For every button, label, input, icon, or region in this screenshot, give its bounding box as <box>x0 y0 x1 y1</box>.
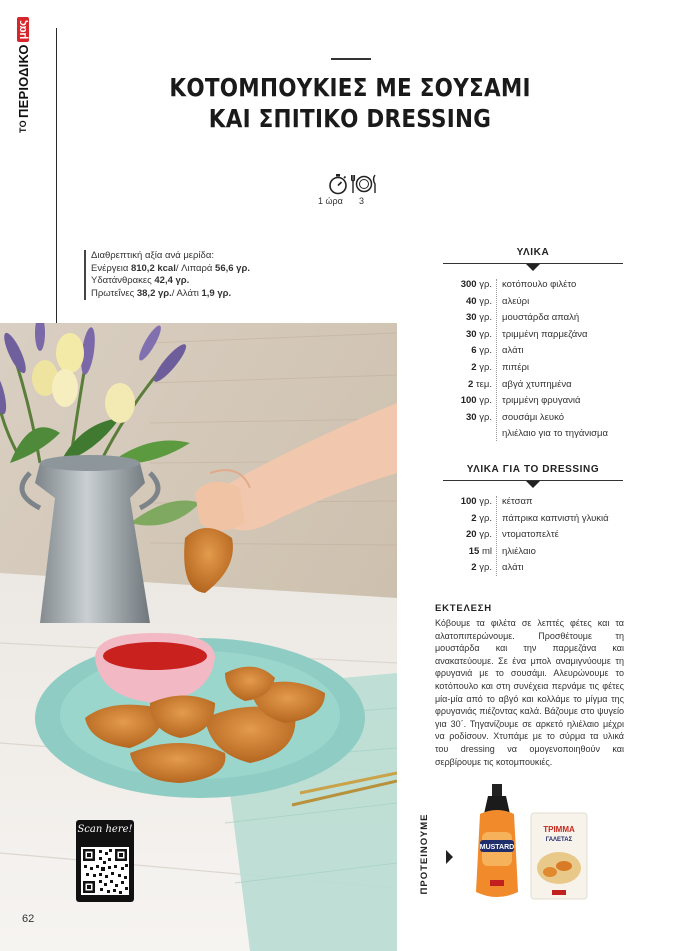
ingredient-qty: 2 τεμ. <box>467 378 492 390</box>
carbs-value: 42,4 γρ. <box>154 275 190 286</box>
ingredient-name: αλεύρι <box>502 295 530 307</box>
ingredient-name: τριμμένη φρυγανιά <box>502 395 581 407</box>
nutrition-line2: Υδατάνθρακες 42,4 γρ. <box>91 275 190 286</box>
recommend-arrow <box>446 850 453 864</box>
ingredient-row <box>404 310 634 326</box>
brand-prefix: ΤΟ <box>18 120 28 133</box>
ingredient-qty: 2 γρ. <box>471 362 492 373</box>
ingredient-row <box>404 277 634 293</box>
ingredient-row <box>404 377 634 393</box>
ingredient-name: ηλιέλαιο <box>502 545 536 557</box>
brand-name: ΠΕΡΙΟΔΙΚΟ <box>15 44 31 119</box>
ingredient-name: αλάτι <box>502 345 524 357</box>
method-text: Κόβουμε τα φιλέτα σε λεπτές φέτες και τα αλατοπιπερώνουμε. Προσθέτουμε τη μουστάρδα και την παρμεζάνα και ανακατεύουμε. Σε ένα μπολ αναμιγνύουμε τη φρυγανιά με το σουσάμι. Αλευρώνουμε το κοτόπουλο και στη συνέχεια περνάμε τις φέτες μία-μία από το αβγό και κολλάμε το μίγμα της φρυγανιάς πιέζοντας καλά. Βάζουμε στο ψυγείο για 30΄. Τηγανίζουμε σε αρκετό ηλιέλαιο μέχρι να ροδίσουν. Χτυπάμε με το σύρμα τα υλικά του dressing να ομογενοποιηθούν και σερβίρουμε τις κοτομπουκιές. <box>435 618 624 767</box>
nutrition-line3: Πρωτεΐνες 38,2 γρ./ Αλάτι 1,9 γρ. <box>91 287 232 299</box>
ingredient-qty: 40 γρ. <box>465 295 492 307</box>
ingredient-name: τριμμένη παρμεζάνα <box>502 328 588 340</box>
ingredient-name: πιπέρι <box>502 362 529 373</box>
ingredient-row <box>404 393 634 409</box>
ingredient-qty: 20 γρ. <box>465 529 492 541</box>
prep-time: 1 ώρα <box>318 196 343 206</box>
ingredient-qty: 300 γρ. <box>460 279 492 290</box>
ingredient-row <box>404 494 634 510</box>
ingredient-name: σουσάμι λευκό <box>502 411 565 423</box>
dressing-arrow <box>526 481 540 488</box>
mustard-label: MUSTARD <box>479 844 515 851</box>
salt-value: 1,9 γρ. <box>201 287 232 299</box>
qr-code[interactable] <box>81 847 129 895</box>
ingredients-title: ΥΛΙΚΑ <box>516 247 550 258</box>
qr-card[interactable] <box>76 820 134 902</box>
recipe-title-line2: ΚΑΙ ΣΠΙΤΙΚΟ DRESSING <box>208 104 492 133</box>
ingredient-row <box>404 511 634 527</box>
ingredient-row <box>404 360 634 376</box>
nutrition-box <box>84 250 341 300</box>
ingredient-row <box>404 527 634 543</box>
mustard-bottle <box>472 784 522 902</box>
ingredient-qty: 6 γρ. <box>471 345 492 357</box>
ingredients-list <box>404 277 634 447</box>
ingredient-row <box>404 343 634 359</box>
ingredient-name: αβγά χτυπημένα <box>502 378 572 390</box>
page-number: 62 <box>22 913 35 925</box>
ingredient-name: πάπρικα καπνιστή γλυκιά <box>502 512 609 524</box>
ingredient-qty: 2 γρ. <box>471 562 492 574</box>
fat-value: 56,6 γρ. <box>215 262 250 274</box>
ingredient-row <box>404 560 634 576</box>
energy-value: 810,2 kcal <box>130 262 176 274</box>
ingredient-name: κέτσαπ <box>502 496 533 507</box>
recipe-title <box>169 72 530 134</box>
ingredient-qty: 15 ml <box>468 545 492 557</box>
nutrition-heading: Διαθρεπτική αξία ανά μερίδα: <box>91 250 214 261</box>
brand-accent: μας <box>17 17 29 42</box>
ingredient-row <box>404 410 634 426</box>
recommend-label: ΠΡΟΤΕΙΝΟΥΜΕ <box>419 813 430 895</box>
ingredient-name: ντοματοπελτέ <box>502 529 559 541</box>
ingredient-row <box>404 327 634 343</box>
meta-icons <box>323 172 383 196</box>
ingredient-row <box>404 426 634 442</box>
ingredient-row <box>404 544 634 560</box>
ingredient-qty: 100 γρ. <box>460 395 492 407</box>
recommend-block <box>412 808 442 908</box>
nutrition-line1: Ενέργεια 810,2 kcal/ Λιπαρά 56,6 γρ. <box>91 262 250 274</box>
breadcrumbs-pack <box>530 812 588 900</box>
ingredient-qty: 100 γρ. <box>460 496 492 507</box>
ingredient-qty: 30 γρ. <box>465 411 492 423</box>
dressing-title: ΥΛΙΚΑ ΓΙΑ ΤΟ DRESSING <box>466 464 600 475</box>
servings: 3 <box>359 196 365 206</box>
method-title: ΕΚΤΕΛΕΣΗ <box>435 603 492 614</box>
title-rule <box>331 58 371 60</box>
qr-scan-label: Scan here! <box>77 824 133 835</box>
magazine-brand <box>6 20 42 133</box>
ingredient-qty: 2 γρ. <box>471 512 492 524</box>
dressing-list <box>404 494 634 584</box>
ingredient-name: κοτόπουλο φιλέτο <box>502 279 577 290</box>
ingredient-qty: 30 γρ. <box>465 328 492 340</box>
ingredient-name: ηλιέλαιο για το τηγάνισμα <box>502 428 609 440</box>
ingredient-row <box>404 294 634 310</box>
stopwatch-icon <box>328 173 348 195</box>
ingredient-name: αλάτι <box>502 562 524 574</box>
ingredient-name: μουστάρδα απαλή <box>502 312 580 324</box>
protein-value: 38,2 γρ. <box>136 287 172 299</box>
pack-title-1: ΤΡΙΜΜΑ <box>543 825 575 834</box>
ingredients-arrow <box>526 264 540 271</box>
pack-title-2: ΓΑΛΕΤΑΣ <box>545 837 573 843</box>
plate-cutlery-icon <box>351 173 377 195</box>
recipe-title-line1: ΚΟΤΟΜΠΟΥΚΙΕΣ ΜΕ ΣΟΥΣΑΜΙ <box>169 73 531 102</box>
ingredient-qty: 30 γρ. <box>465 312 492 324</box>
recipe-photo <box>0 323 397 951</box>
